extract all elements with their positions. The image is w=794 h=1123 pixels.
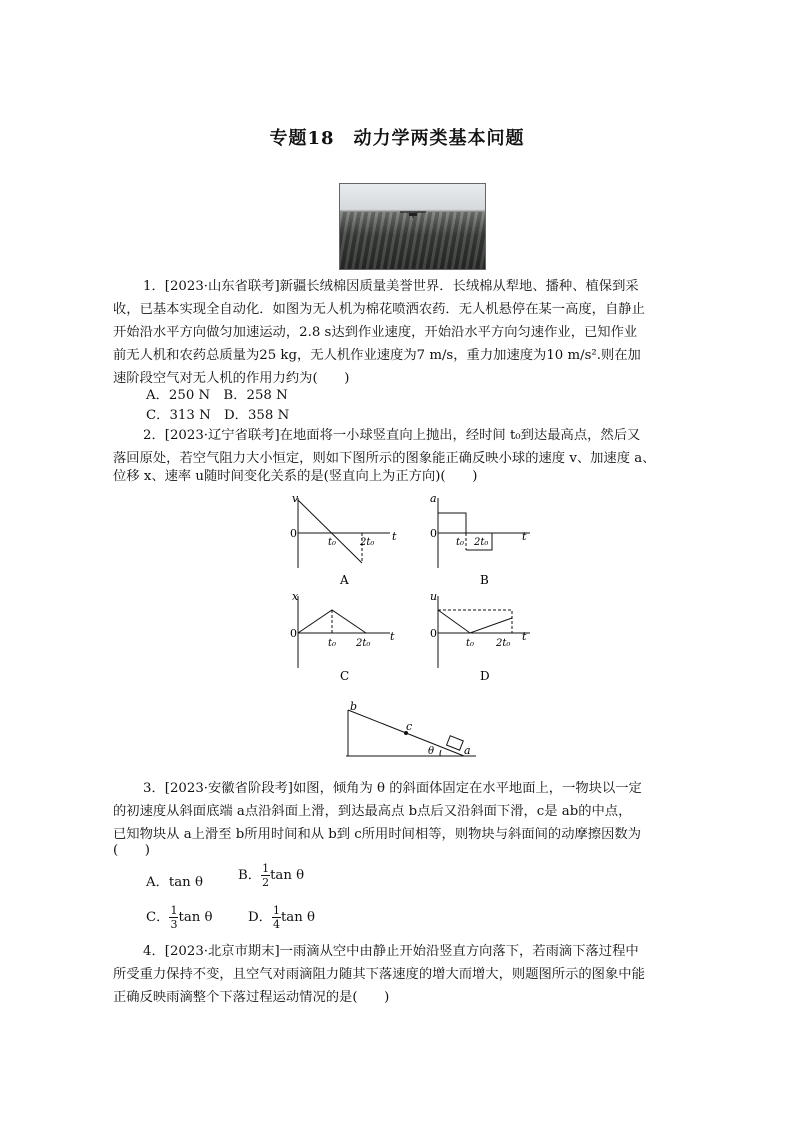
q1-line-5: 速阶段空气对无人机的作用力约为( ) [113, 371, 350, 386]
incline-label-b: b [350, 700, 358, 713]
q2-line-3: 位移 x、速率 u随时间变化关系的是(竖直向上为正方向)( ) [113, 469, 478, 484]
graph-b-xlabel: t [522, 530, 527, 543]
q2-line-1: 2．[2023·辽宁省联考]在地面将一小球竖直向上抛出，经时间 t₀到达最高点，然后又 [143, 428, 641, 443]
graph-a-t1: t₀ [328, 537, 337, 548]
graph-c-t1: t₀ [328, 638, 337, 649]
q4-line-3: 正确反映雨滴整个下落过程运动情况的是( ) [113, 990, 390, 1005]
drone-field-photo [339, 183, 486, 270]
q2-line-2: 落回原处，若空气阻力大小恒定，则如下图所示的图象能正确反映小球的速度 v、加速度 a、 [113, 451, 656, 466]
graph-d-t2: 2t₀ [496, 638, 511, 649]
q4-line-1: 4．[2023·北京市期末]一雨滴从空中由静止开始沿竖直方向落下，若雨滴下落过程中 [143, 944, 639, 959]
q1-line-1: 1．[2023·山东省联考]新疆长绒棉因质量美誉世界．长绒棉从犁地、播种、植保到采 [143, 279, 639, 294]
graph-b-t2: 2t₀ [474, 537, 489, 548]
incline-label-a: a [464, 744, 471, 757]
graph-c [290, 590, 395, 668]
q3-line-4: ( ) [113, 843, 150, 858]
q3-line-1: 3．[2023·安徽省阶段考]如图，倾角为 θ 的斜面体固定在水平地面上，一物块以一定 [143, 781, 642, 796]
incline-label-c: c [406, 720, 413, 733]
graph-b [430, 492, 530, 568]
q3-line-2: 的初速度从斜面底端 a点沿斜面上滑，到达最高点 b点后又沿斜面下滑，c是 ab的中点， [113, 804, 632, 819]
q1-line-2: 收，已基本实现全自动化．如图为无人机为棉花喷洒农药．无人机悬停在某一高度，自静止 [113, 302, 645, 317]
q1-options-ab: A．250 N B．258 N [146, 388, 288, 403]
graph-a-zero: 0 [290, 527, 297, 540]
graph-d-zero: 0 [430, 627, 437, 640]
graph-b-label: B [480, 573, 489, 587]
q2-graphs [270, 488, 550, 688]
graph-d-ylabel: u [430, 590, 438, 603]
drone-icon [398, 210, 428, 218]
graph-d-xlabel: t [522, 630, 527, 643]
graph-c-xlabel: t [390, 630, 395, 643]
q1-line-3: 开始沿水平方向做匀加速运动，2.8 s达到作业速度，开始沿水平方向匀速作业，已知作业 [113, 325, 638, 340]
graph-b-t1: t₀ [456, 537, 465, 548]
q3-line-3: 已知物块从 a上滑至 b所用时间和从 b到 c所用时间相等，则物块与斜面间的动摩擦因数为 [113, 827, 641, 842]
q1-options-cd: C．313 N D．358 N [146, 408, 290, 423]
q4-line-2: 所受重力保持不变，且空气对雨滴阻力随其下落速度的增大而增大，则题图所示的图象中能 [113, 967, 645, 982]
graph-a-label: A [340, 573, 349, 587]
graph-c-zero: 0 [290, 627, 297, 640]
graph-d-label: D [480, 669, 490, 683]
graph-a-ylabel: v [292, 492, 299, 505]
q3-option-a: A．tan θ [146, 875, 203, 890]
page-title: 专题18 动力学两类基本问题 [269, 128, 525, 149]
graph-c-label: C [340, 669, 350, 683]
graph-c-t2: 2t₀ [356, 638, 371, 649]
q3-option-d: D． $\frac{1}{4}$ tan θ [248, 904, 316, 931]
graph-b-ylabel: a [430, 492, 437, 505]
graph-a-t2: 2t₀ [360, 537, 375, 548]
incline-diagram [336, 700, 486, 762]
graph-c-ylabel: x [292, 590, 299, 603]
graph-b-zero: 0 [430, 527, 437, 540]
graph-a [290, 492, 397, 568]
q3-option-b: B． $\frac{1}{2}$ tan θ [238, 862, 305, 889]
q3-option-c: C． $\frac{1}{3}$ tan θ [146, 904, 213, 931]
q1-line-4: 前无人机和农药总质量为25 kg，无人机作业速度为7 m/s，重力加速度为10 m/s².则在加 [113, 348, 641, 363]
graph-d [430, 590, 530, 668]
graph-a-xlabel: t [392, 530, 397, 543]
incline-label-theta: θ [428, 746, 435, 757]
graph-d-t1: t₀ [466, 638, 475, 649]
